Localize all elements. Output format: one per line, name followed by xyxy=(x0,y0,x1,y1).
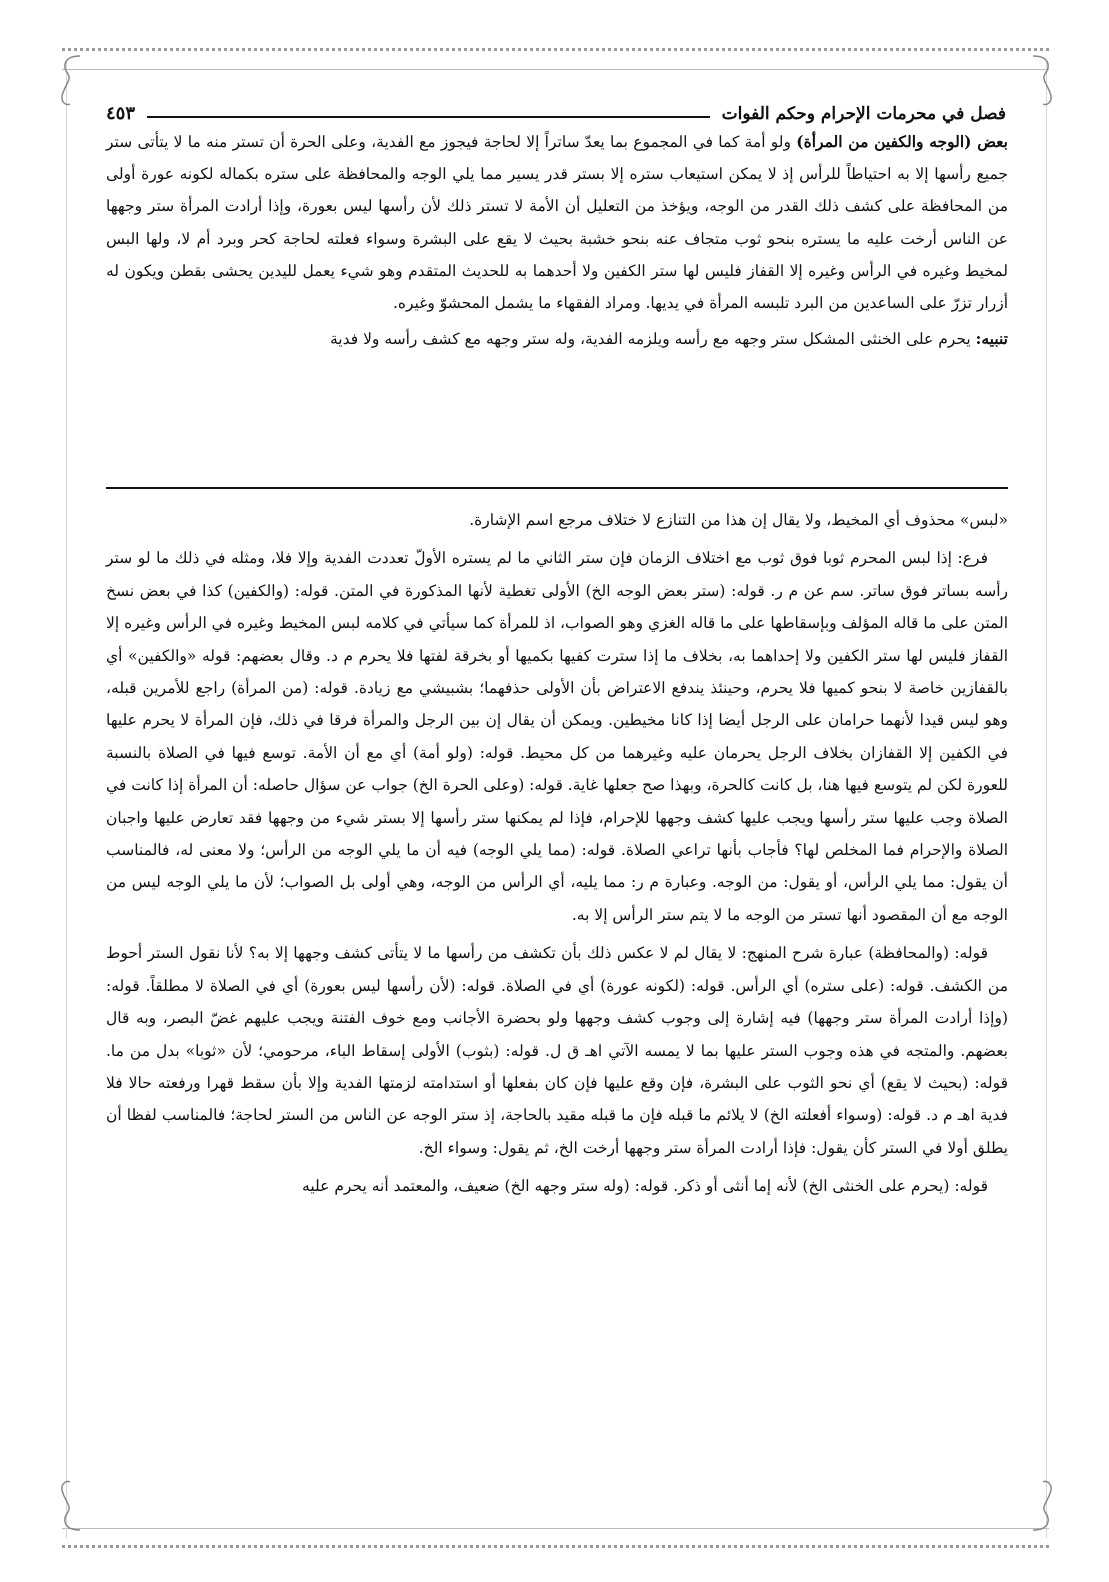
page-border-right xyxy=(1034,60,1047,1538)
chapter-title: فصل في محرمات الإحرام وحكم الفوات xyxy=(721,104,1006,124)
ornament-corner-icon xyxy=(1029,1478,1055,1534)
main-text xyxy=(106,126,1008,355)
notice-text: يحرم على الخنثى المشكل ستر وجهه مع رأسه ويلزمه الفدية، وله ستر وجهه مع كشف رأسه ولا فدية xyxy=(329,330,976,349)
page-number: ٤٥٣ xyxy=(106,103,136,124)
notice-paragraph xyxy=(106,323,1008,355)
page-border-top xyxy=(62,48,1049,70)
running-header xyxy=(106,92,1006,124)
header-rule xyxy=(147,116,710,118)
commentary-paragraph: «لبس» محذوف أي المخيط، ولا يقال إن هذا من التنازع لا ختلاف مرجع اسم الإشارة. xyxy=(469,511,1008,529)
page-border-left xyxy=(66,60,79,1538)
footnote-separator xyxy=(106,487,1008,489)
commentary-paragraph: قوله: (والمحافظة) عبارة شرح المنهج: لا يقال لم لا عكس ذلك بأن تكشف من رأسها ما لا يتأتى كشف وجهها إلا به؟ لأنا نقول الستر أحوط من الكشف. قوله: (على ستره) أي الرأس. قوله: (لكونه عورة) أي في الصلاة. قوله: (لأن رأسها ليس بعورة) أي في الصلاة لا مطلقاً. قوله: (وإذا أرادت المرأة ستر وجهها) فيه إشارة إلى وجوب كشف وجهها ولو بحضرة الأجانب ومع خوف الفتنة ويجب عليهم غضّ البصر، وبه قال بعضهم. والمتجه في هذه وجوب الستر عليها بما لا يمسه الآتي اهـ ق ل. قوله: (بثوب) الأولى إسقاط الباء، مرحومي؛ لأن «ثوبا» بدل من ما. قوله: (بحيث لا يقع) أي نحو الثوب على البشرة، فإن وقع عليها فإن كان بفعلها أو استدامته لزمتها الفدية وإلا بأن سقط قهرا ورفعته حالا فلا فدية اهـ م د. قوله: (وسواء أفعلته الخ) لا يلائم ما قبله فإن ما قبله مقيد بالحاجة، إذ ستر الوجه عن الناس من الستر لحاجة؛ فالمناسب لفظا أن يطلق أولا في الستر كأن يقول: فإذا أرادت المرأة ستر وجهها أرخت الخ، ثم يقول: وسواء الخ. xyxy=(106,944,1008,1157)
matn-quote: بعض (الوجه والكفين من المرأة) xyxy=(796,132,1008,151)
notice-label: تنبيه: xyxy=(975,329,1008,349)
ornament-corner-icon xyxy=(58,52,84,108)
ornament-corner-icon xyxy=(1029,52,1055,108)
ornament-corner-icon xyxy=(58,1478,84,1534)
commentary-paragraph: فرع: إذا لبس المحرم ثوبا فوق ثوب مع اختلاف الزمان فإن ستر الثاني ما لم يستره الأولّ تعددت الفدية وإلا فلا، ومثله في ذلك ما لو ستر رأسه بساتر فوق ساتر. سم عن م ر. قوله: (ستر بعض الوجه الخ) الأولى تغطية لأنها المذكورة في المتن. قوله: (والكفين) كذا في بعض نسخ المتن على ما قاله المؤلف وبإسقاطها على ما قاله الغزي وهو الصواب، اذ للمرأة كما سيأتي في كلامه لبس المخيط وغيره في الرأس وغيره إلا القفاز فليس لها ستر الكفين ولا إحداهما به، بخلاف ما إذا سترت كفيها بكميها أو بخرقة لفتها فلا يحرم م د. وقال بعضهم: قوله «والكفين» أي بالقفازين خاصة لا بنحو كميها فلا يحرم، وحينئذ يندفع الاعتراض بأن الأولى حذفهما؛ بشبيشي مع زيادة. قوله: (من المرأة) راجع للأمرين قبله، وهو ليس قيدا لأنهما حرامان على الرجل أيضا إذا كانا مخيطين. ويمكن أن يقال إن بين الرجل والمرأة فرقا في ذلك، فإن المرأة لا يحرم عليها في الكفين إلا القفازان بخلاف الرجل يحرمان عليه وغيرهما من كل محيط. قوله: (ولو أمة) أي مع أن الأمة. توسع فيها في الصلاة بالنسبة للعورة لكن لم يتوسع فيها هنا، بل كانت كالحرة، وبهذا صح جعلها غاية. قوله: (وعلى الحرة الخ) جواب عن سؤال حاصله: أن المرأة إذا كانت في الصلاة وجب عليها ستر رأسها ويجب عليها كشف وجهها للإحرام، فإذا لم يمكنها ستر رأسها إلا بستر شيء من وجهها فقد تعارض عليها واجبان الصلاة والإحرام فما المخلص لها؟ فأجاب بأنها تراعي الصلاة. قوله: (مما يلي الوجه) فيه أن ما يلي الوجه من الرأس؛ ولا معنى له، فالمناسب أن يقول: مما يلي الرأس، أو يقول: من الوجه. وعبارة م ر: مما يليه، أي الرأس من الوجه، وهي أولى بل الصواب؛ لأن ما يلي الوجه ليس من الوجه مع أن المقصود أنها تستر من الوجه ما لا يتم ستر الرأس إلا به. xyxy=(106,549,1008,924)
page-border-bottom xyxy=(62,1528,1049,1548)
main-paragraph xyxy=(106,126,1008,319)
commentary-paragraph: قوله: (يحرم على الخنثى الخ) لأنه إما أنثى أو ذكر. قوله: (وله ستر وجهه الخ) ضعيف، والمعتمد أنه يحرم عليه xyxy=(302,1177,988,1196)
main-paragraph-text: ولو أمة كما في المجموع بما يعدّ ساتراً إلا لحاجة فيجوز مع الفدية، وعلى الحرة أن تستر منه ما لا يتأتى ستر جميع رأسها إلا به احتياطاً للرأس إذ لا يمكن استيعاب ستره إلا بستر قدر يسير مما يلي الوجه والمحافظة على ستره بكماله لكونه عورة أولى من المحافظة على كشف ذلك القدر من الوجه، ويؤخذ من التعليل أن الأمة لا تستر ذلك لأن رأسها ليس بعورة، وإذا أرادت المرأة ستر وجهها عن الناس أرخت عليه ما يستره بنحو ثوب متجاف عنه بنحو خشبة بحيث لا يقع على البشرة وسواء فعلته لحاجة كحر وبرد أم لا، ولها البس لمخيط وغيره في الرأس وغيره إلا القفاز فليس لها ستر الكفين ولا أحدهما به للحديث المتقدم وهو شيء يعمل لليدين يحشى بقطن ويكون له أزرار تزرّ على الساعدين من البرد تلبسه المرأة في يديها. ومراد الفقهاء ما يشمل المحشوّ وغيره. xyxy=(106,133,1008,313)
commentary-text xyxy=(106,504,1008,1209)
